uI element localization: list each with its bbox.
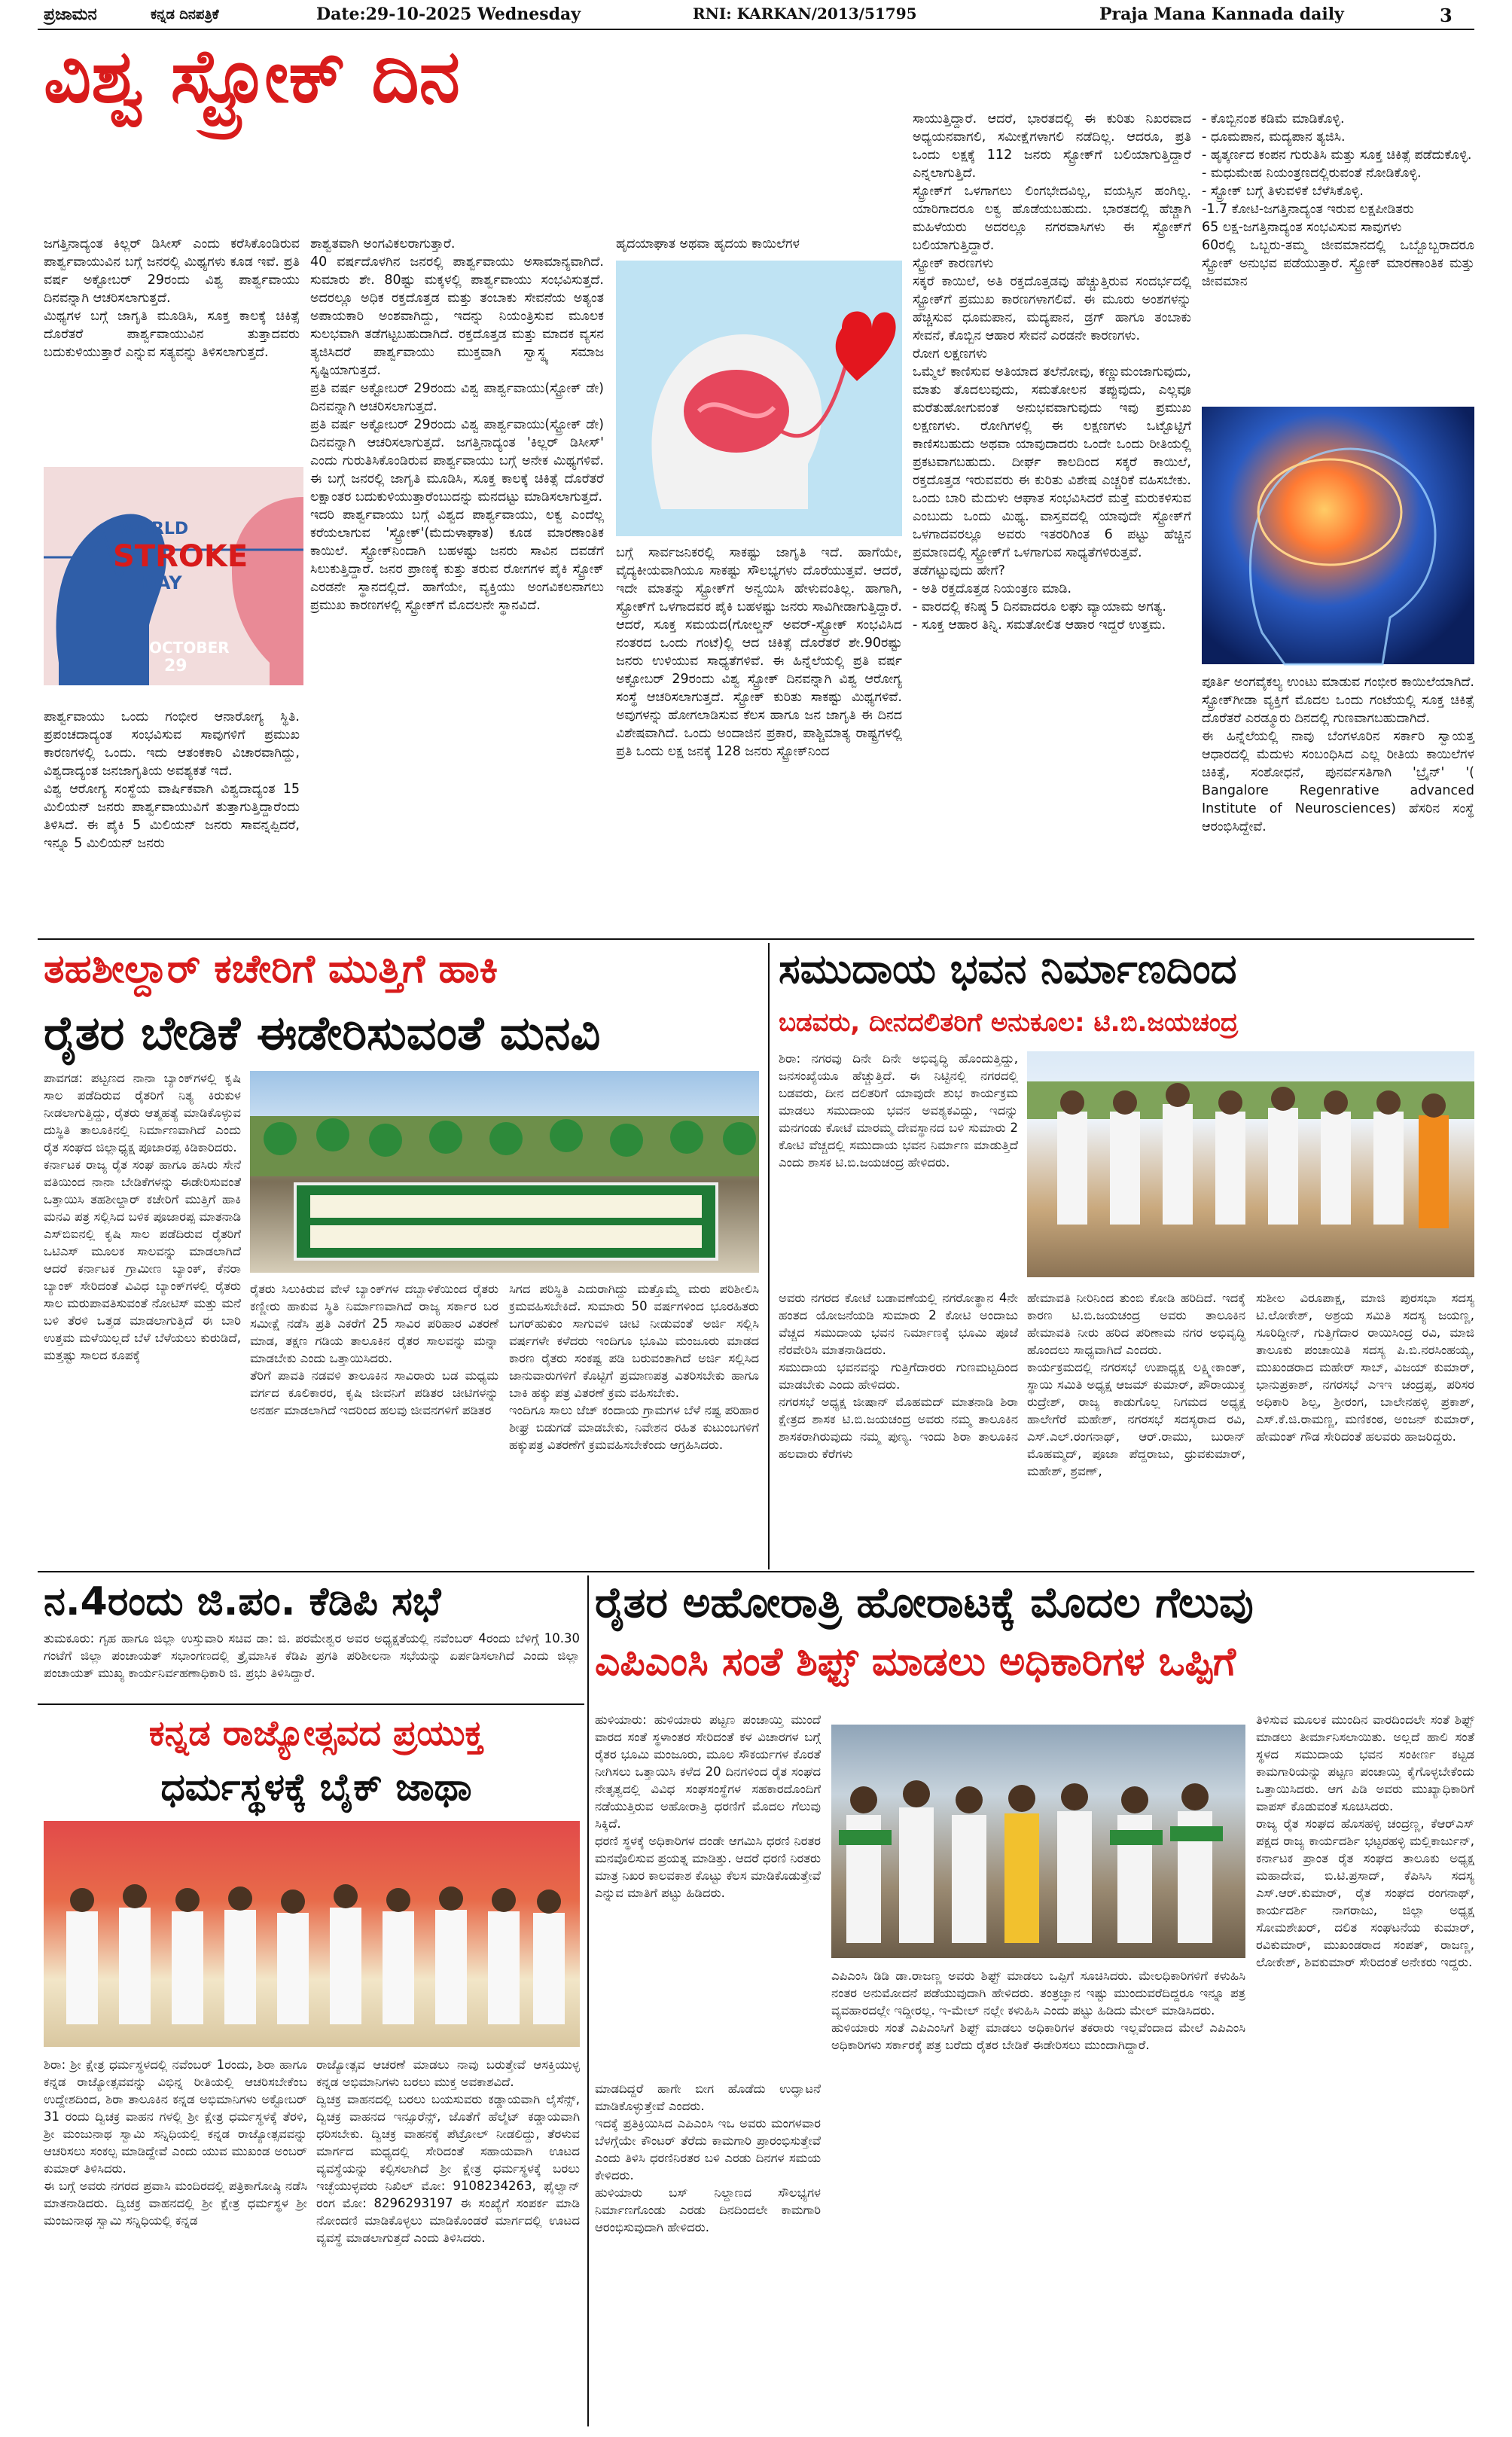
- tahsildar-headline-2: ರೈತರ ಬೇಡಿಕೆ ಈಡೇರಿಸುವಂತೆ ಮನವಿ: [44, 1005, 601, 1060]
- stroke-col2: ಶಾಶ್ವತವಾಗಿ ಅಂಗವಿಕಲರಾಗುತ್ತಾರೆ. 40 ವರ್ಷದೊಳಗಿನ ಜನರಲ್ಲಿ ಪಾರ್ಶ್ವವಾಯು ಅಸಾಮಾನ್ಯವಾಗಿದೆ. ಸುಮಾರು ಶೇ. 80ಷ್ಟು ಮಕ್ಕಳಲ್ಲಿ ಪಾರ್ಶ್ವವಾಯು ಸಂಭವಿಸುತ್ತದೆ. ಅದರಲ್ಲೂ ಅಧಿಕ ರಕ್ತದೊತ್ತಡ ಮತ್ತು ತಂಬಾಕು ಸೇವನೆಯ ಅತ್ಯಂತ ಅಪಾಯಕಾರಿ ಅಂಶವಾಗಿದ್ದು, ಇದನ್ನು ನಿಯಂತ್ರಿಸುವ ಮೂಲಕ ಸುಲಭವಾಗಿ ತಡೆಗಟ್ಟಬಹುದಾಗಿದೆ. ರಕ್ತದೊತ್ತಡ ಮತ್ತು ಮಾದಕ ವ್ಯಸನ ತ್ಯಜಿಸಿದರೆ ಪಾರ್ಶ್ವವಾಯು ಮುಕ್ತವಾಗಿ ಸ್ವಾಸ್ಥ್ಯ ಸಮಾಜ ಸೃಷ್ಟಿಯಾಗುತ್ತದೆ. ಪ್ರತಿ ವರ್ಷ ಅಕ್ಟೋಬರ್ 29ರಂದು ವಿಶ್ವ ಪಾರ್ಶ್ವವಾಯು(ಸ್ಟ್ರೋಕ್ ಡೇ) ದಿನವನ್ನಾಗಿ ಆಚರಿಸಲಾಗುತ್ತದೆ. ಪ್ರತಿ ವರ್ಷ ಅಕ್ಟೋಬರ್ 29ರಂದು ವಿಶ್ವ ಪಾರ್ಶ್ವವಾಯು(ಸ್ಟ್ರೋಕ್ ಡೇ) ದಿನವನ್ನಾಗಿ ಆಚರಿಸಲಾಗುತ್ತದೆ. ಜಗತ್ತಿನಾದ್ಯಂತ 'ಕಿಲ್ಲರ್ ಡಿಸೀಸ್' ಎಂದು ಗುರುತಿಸಿಕೊಂಡಿರುವ ಪಾರ್ಶ್ವವಾಯು ಬಗ್ಗೆ ಅನೇಕ ಮಿಥ್ಯಗಳಿವೆ. ಈ ಬಗ್ಗೆ ಜನರಲ್ಲಿ ಜಾಗೃತಿ ಮೂಡಿಸಿ, ಸೂಕ್ತ ಕಾಲಕ್ಕೆ ಚಿಕಿತ್ಸೆ ದೊರೆತರೆ ಲಕ್ಷಾಂತರ ಬದುಕುಳಿಯುತ್ತಾರೆಂಬುದನ್ನು ಮನದಟ್ಟು ಮಾಡಿಸಲಾಗುತ್ತದೆ. ಇದರಿ ಪಾರ್ಶ್ವವಾಯು ಬಗ್ಗೆ ವಿಶ್ವದ ಪಾರ್ಶ್ವವಾಯು, ಲಕ್ವ ಎಂದೆಲ್ಲ ಕರೆಯಲಾಗುವ 'ಸ್ಟ್ರೋಕ್'(ಮೆದುಳಾಘಾತ) ಕೂಡ ಮಾರಣಾಂತಿಕ ಕಾಯಿಲೆ. ಸ್ಟ್ರೋಕ್‌ನಿಂದಾಗಿ ಬಹಳಷ್ಟು ಜನರು ಸಾವಿನ ದವಡೆಗೆ ಸಿಲುಕುತ್ತಿದ್ದಾರೆ. ಜನರ ಪ್ರಾಣಕ್ಕೆ ಕುತ್ತು ತರುವ ರೋಗಗಳ ಪೈಕಿ ಸ್ಟ್ರೋಕ್ ಎರಡನೇ ಸ್ಥಾನದಲ್ಲಿದೆ. ಹಾಗೆಯೇ, ವ್ಯಕ್ತಿಯು ಅಂಗವಿಕಲನಾಗಲು ಪ್ರಮುಖ ಕಾರಣಗಳಲ್ಲಿ ಸ್ಟ್ರೋಕ್‌ಗೆ ಮೊದಲನೇ ಸ್ಥಾನವಿದೆ.: [310, 236, 604, 613]
- brain-scan-image: [1202, 407, 1474, 664]
- protest-scene: [250, 1071, 759, 1273]
- horata-col1: ಹುಳಿಯಾರು: ಹುಳಿಯಾರು ಪಟ್ಟಣ ಪಂಚಾಯ್ತಿ ಮುಂದೆ ವಾರದ ಸಂತೆ ಸ್ಥಳಾಂತರ ಸೇರಿದಂತೆ ಕಳ ವಿಚಾರಗಳ ಬಗ್ಗೆ ರೈತರ ಭೂಮಿ ಮಂಜೂರು, ಮೂಲ ಸೌಕರ್ಯಗಳ ಕೊರತೆ ನೀಗಿಸಲು ಒತ್ತಾಯಿಸಿ ಕಳೆದ 20 ದಿನಗಳಿಂದ ರೈತ ಸಂಘದ ನೇತೃತ್ವದಲ್ಲಿ ವಿವಿಧ ಸಂಘಸಂಸ್ಥೆಗಳ ಸಹಕಾರದೊಂದಿಗೆ ನಡೆಯುತ್ತಿರುವ ಅಹೋರಾತ್ರಿ ಧರಣಿಗೆ ಮೊದಲ ಗೆಲುವು ಸಿಕ್ಕಿದೆ. ಧರಣಿ ಸ್ಥಳಕ್ಕೆ ಅಧಿಕಾರಿಗಳ ದಂಡೇ ಆಗಮಿಸಿ ಧರಣಿ ನಿರತರ ಮನವೊಲಿಸುವ ಪ್ರಯತ್ನ ಮಾಡಿತ್ತು. ಆದರೆ ಧರಣಿ ನಿರತರು ಮಾತ್ರ ನಿಖರ ಕಾಲವಕಾಶ ಕೊಟ್ಟು ಕೆಲಸ ಮಾಡಿಕೊಡುತ್ತೇವೆ ಎನ್ನುವ ಮಾತಿಗೆ ಪಟ್ಟು ಹಿಡಿದರು.: [595, 1713, 821, 1900]
- page-number: 3: [1440, 5, 1453, 26]
- heart-brain-image: [616, 261, 902, 536]
- bhavana-col3: ಸುಶೀಲ ವಿರೂಪಾಕ್ಷ, ಮಾಜಿ ಪುರಸಭಾ ಸದಸ್ಯ ಟಿ.ಲೋಕೇಶ್, ಅಶ್ರಯ ಸಮಿತಿ ಸದಸ್ಯ ಜಯಣ್ಣ, ಸೂರಿದ್ದೀನ್, ಗುತ್ತಿಗೆದಾರ ರಾಯಿಸಿಂದ್ರ ರವಿ, ಮಾಜಿ ತಾಲೂಕು ಪಂಚಾಯಿತಿ ಸದಸ್ಯ ಪಿ.ಬಿ.ನರಸಿಂಹಯ್ಯ, ಮುಖಂಡರಾದ ಮಹೇರ್ ಸಾಬ್, ವಿಜಯ್ ಕುಮಾರ್, ಭಾನುಪ್ರಕಾಶ್, ನಗರಸಭೆ ಎಇಇ ಚಂದ್ರಪ್ಪ, ಪರಿಸರ ಅಧಿಕಾರಿ ಶಿಲ್ಪ, ಶ್ರೀರಂಗ, ಬಾಲೇನಹಳ್ಳಿ ಪ್ರಕಾಶ್, ಎಸ್.ಕೆ.ಜಿ.ರಾಮಣ್ಣ, ಮಣಿಕಂಠ, ಅಂಜನ್ ಕುಮಾರ್, ಹೇಮಂತ್ ಗೌಡ ಸೇರಿದಂತೆ ಹಲವರು ಹಾಜರಿದ್ದರು.: [1256, 1291, 1479, 1444]
- image-title-world: WORLD: [119, 520, 189, 538]
- stroke-headline: ವಿಶ್ವ ಸ್ಟ್ರೋಕ್ ದಿನ: [44, 34, 461, 120]
- tahsildar-col2: ರೈತರು ಸಿಲುಕಿರುವ ವೇಳೆ ಬ್ಯಾಂಕ್‌ಗಳ ದಬ್ಬಾಳಿಕೆಯಿಂದ ರೈತರು ಕಣ್ಣೀರು ಹಾಕುವ ಸ್ಥಿತಿ ನಿರ್ಮಾಣವಾಗಿದೆ ರಾಜ್ಯ ಸರ್ಕಾರ ಬರ ಸಮೀಕ್ಷೆ ನಡೆಸಿ ಪ್ರತಿ ಎಕರೆಗೆ 25 ಸಾವಿರ ಪರಿಹಾರ ವಿತರಣೆ ಮಾಡ, ತಕ್ಷಣ ಗಡಿಯ ತಾಲೂಕಿನ ರೈತರ ಸಾಲವನ್ನು ಮನ್ನಾ ಮಾಡಬೇಕು ಎಂದು ಒತ್ತಾಯಿಸಿದರು. ತೆರಿಗೆ ಪಾವತಿ ನಡವಳಿ ತಾಲೂಕಿನ ಸಾವಿರಾರು ಬಡ ಮಧ್ಯಮ ವರ್ಗದ ಕೂಲಿಕಾರರ, ಕೃಷಿ ಜೀವನಿಗೆ ಪಡಿತರ ಚೀಟಿಗಳನ್ನು ಅನರ್ಹ ಮಾಡಲಾಗಿದೆ ಇದರಿಂದ ಹಲವು ಜೀವನಗಳಿಗೆ ಪಡಿತರ: [250, 1282, 498, 1417]
- rni-number: RNI: KARKAN/2013/51795: [693, 5, 917, 23]
- image-date-day: 29: [164, 657, 187, 676]
- rajyotsava-headline-2: ಧರ್ಮಸ್ಥಳಕ್ಕೆ ಬೈಕ್ ಜಾಥಾ: [160, 1765, 472, 1809]
- tahsildar-col3: ಸಿಗದ ಪರಿಸ್ಥಿತಿ ಎದುರಾಗಿದ್ದು ಮತ್ತೊಮ್ಮೆ ಮರು ಪರಿಶೀಲಿಸಿ ಕ್ರಮವಹಿಸಬೇಕಿದೆ. ಸುಮಾರು 50 ವರ್ಷಗಳಿಂದ ಭೂರಹಿತರು ಬಗರ್‌ಹುಕುಂ ಸಾಗುವಳಿ ಚೀಟಿ ನೀಡುವಂತೆ ಅರ್ಜಿ ಸಲ್ಲಿಸಿ ವರ್ಷಗಳೇ ಕಳೆದರು ಇಂದಿಗೂ ಭೂಮಿ ಮಂಜೂರು ಮಾಡದ ಕಾರಣ ರೈತರು ಸಂಕಷ್ಟ ಪಡಿ ಬರುವಂತಾಗಿದೆ ಅರ್ಜಿ ಸಲ್ಲಿಸಿದ ಜಾನುವಾರುಗಳಿಗೆ ಕೊಟ್ಟಿಗೆ ಪ್ರಮಾಣಪತ್ರ ವಿತರಿಸಬೇಕು ಹಾಗೂ ಬಾಕಿ ಹಕ್ಕು ಪತ್ರ ವಿತರಣೆ ಕ್ರಮ ವಹಿಸಬೇಕು. ಇಂದಿಗೂ ಸಾಲು ಜೆಚ್ ಕಂದಾಯ ಗ್ರಾಮಗಳ ಬೆಳೆ ನಷ್ಟ ಪರಿಹಾರ ಶೀಘ್ರ ಬಿಡುಗಡೆ ಮಾಡಬೇಕು, ನಿವೇಶನ ರಹಿತ ಕುಟುಂಬಗಳಿಗೆ ಹಕ್ಕುಪತ್ರ ವಿತರಣೆಗೆ ಕ್ರಮವಹಿಸಬೇಕೆಂದು ಆಗ್ರಹಿಸಿದರು.: [509, 1282, 759, 1452]
- horata-headline-2: ಎಪಿಎಂಸಿ ಸಂತೆ ಶಿಫ್ಟ್ ಮಾಡಲು ಅಧಿಕಾರಿಗಳ ಒಪ್ಪಿಗೆ: [595, 1639, 1236, 1685]
- ceremony-scene: [1027, 1051, 1474, 1277]
- image-date-month: OCTOBER: [149, 639, 230, 657]
- column-divider-lower: [587, 1575, 589, 2426]
- stroke-col3-caption: ಹೃದಯಾಘಾತ ಅಥವಾ ಹೃದಯ ಕಾಯಿಲೆಗಳ: [616, 236, 800, 252]
- horata-headline-1: ರೈತರ ಅಹೋರಾತ್ರಿ ಹೋರಾಟಕ್ಕೆ ಮೊದಲ ಗೆಲುವು: [595, 1578, 1254, 1627]
- stroke-col4: ಸಾಯುತ್ತಿದ್ದಾರೆ. ಆದರೆ, ಭಾರತದಲ್ಲಿ ಈ ಕುರಿತು ನಿಖರವಾದ ಅಧ್ಯಯನವಾಗಲಿ, ಸಮೀಕ್ಷೆಗಳಾಗಲಿ ನಡೆದಿಲ್ಲ. ಆದರೂ, ಪ್ರತಿ ಒಂದು ಲಕ್ಷಕ್ಕೆ 112 ಜನರು ಸ್ಟ್ರೋಕ್‌ಗೆ ಬಲಿಯಾಗುತ್ತಿದ್ದಾರೆ ಎನ್ನಲಾಗುತ್ತಿದೆ. ಸ್ಟ್ರೋಕ್‌ಗೆ ಒಳಗಾಗಲು ಲಿಂಗಭೇದವಿಲ್ಲ, ವಯಸ್ಸಿನ ಹಂಗಿಲ್ಲ. ಯಾರಿಗಾದರೂ ಲಕ್ವ ಹೊಡೆಯಬಹುದು. ಭಾರತದಲ್ಲಿ ಹೆಚ್ಚಾಗಿ ಮಹಿಳೆಯರು ಅದರಲ್ಲೂ ನಗರವಾಸಿಗಳು ಈ ಸ್ಟ್ರೋಕ್‌ಗೆ ಬಲಿಯಾಗುತ್ತಿದ್ದಾರೆ. ಸ್ಟ್ರೋಕ್ ಕಾರಣಗಳು ಸಕ್ಕರೆ ಕಾಯಿಲೆ, ಅತಿ ರಕ್ತದೊತ್ತಡವು ಹೆಚ್ಚುತ್ತಿರುವ ಸಂದರ್ಭದಲ್ಲಿ ಸ್ಟ್ರೋಕ್‌ಗೆ ಪ್ರಮುಖ ಕಾರಣಗಳಾಗಲಿವೆ. ಈ ಮೂರು ಅಂಶಗಳನ್ನು ಹೆಚ್ಚಿಸುವ ಧೂಮಪಾನ, ಮದ್ಯಪಾನ, ಡ್ರಗ್ ಹಾಗೂ ತಂಬಾಕು ಸೇವನೆ, ಕೊಬ್ಬಿನ ಆಹಾರ ಸೇವನೆ ಎರಡನೇ ಕಾರಣಗಳು. ರೋಗ ಲಕ್ಷಣಗಳು ಒಮ್ಮೆಲೆ ಕಾಣಿಸುವ ಅತಿಯಾದ ತಲೆನೋವು, ಕಣ್ಣುಮಂಜಾಗುವುದು, ಮಾತು ತೊದಲುವುದು, ಸಮತೋಲನ ತಪ್ಪುವುದು, ಎಲ್ಲವೂ ಮರೆತುಹೋಗುವಂತೆ ಅನುಭವವಾಗುವುದು ಇವು ಪ್ರಮುಖ ಲಕ್ಷಣಗಳು. ರೋಗಿಗಳಲ್ಲಿ ಈ ಲಕ್ಷಣಗಳು ಒಟ್ಟೊಟ್ಟಿಗೆ ಕಾಣಿಸಬಹುದು ಅಥವಾ ಯಾವುದಾದರು ಒಂದೇ ಒಂದು ರೀತಿಯಲ್ಲಿ ಪ್ರಕಟವಾಗಬಹುದು. ದೀರ್ಘ ಕಾಲದಿಂದ ಸಕ್ಕರೆ ಕಾಯಿಲೆ, ರಕ್ತದೊತ್ತಡ ಇರುವವರು ಈ ಕುರಿತು ವಿಶೇಷ ಎಚ್ಚರಿಕೆ ವಹಿಸಬೇಕು. ಒಂದು ಬಾರಿ ಮೆದುಳು ಆಘಾತ ಸಂಭವಿಸಿದರೆ ಮತ್ತೆ ಮರುಕಳಿಸುವ ಎಂಬುದು ಒಂದು ಮಿಥ್ಯ. ವಾಸ್ತವದಲ್ಲಿ ಯಾವುದೇ ಸ್ಟ್ರೋಕ್‌ಗೆ ಒಳಗಾದವರಲ್ಲೂ ಅವರು ಇತರರಿಗಿಂತ 6 ಪಟ್ಟು ಹೆಚ್ಚಿನ ಪ್ರಮಾಣದಲ್ಲಿ ಸ್ಟ್ರೋಕ್‌ಗೆ ಒಳಗಾಗುವ ಸಾಧ್ಯತೆಗಳಿರುತ್ತವೆ. ತಡೆಗಟ್ಟುವುದು ಹೇಗೆ? - ಅತಿ ರಕ್ತದೊತ್ತಡ ನಿಯಂತ್ರಣ ಮಾಡಿ. - ವಾರದಲ್ಲಿ ಕನಿಷ್ಠ 5 ದಿನವಾದರೂ ಲಘು ವ್ಯಾಯಾಮ ಅಗತ್ಯ. - ಸೂಕ್ತ ಆಹಾರ ತಿನ್ನಿ. ಸಮತೋಲಿತ ಆಹಾರ ಇದ್ದರೆ ಉತ್ತಮ.: [913, 111, 1191, 633]
- bhavana-headline-1: ಸಮುದಾಯ ಭವನ ನಿರ್ಮಾಣದಿಂದ: [779, 945, 1237, 993]
- image-title-stroke: STROKE: [113, 539, 248, 574]
- paper-name: Praja Mana Kannada daily: [1099, 5, 1344, 24]
- stroke-col1-bottom: ಪಾರ್ಶ್ವವಾಯು ಒಂದು ಗಂಭೀರ ಆನಾರೋಗ್ಯ ಸ್ಥಿತಿ. ಪ್ರಪಂಚದಾದ್ಯಂತ ಸಂಭವಿಸುವ ಸಾವುಗಳಿಗೆ ಪ್ರಮುಖ ಕಾರಣಗಳಲ್ಲಿ ಒಂದು. ಇದು ಆತಂಕಕಾರಿ ವಿಚಾರವಾಗಿದ್ದು, ವಿಶ್ವದಾದ್ಯಂತ ಜನಜಾಗೃತಿಯ ಅವಶ್ಯಕತೆ ಇದೆ. ವಿಶ್ವ ಆರೋಗ್ಯ ಸಂಸ್ಥೆಯ ವಾರ್ಷಿಕವಾಗಿ ವಿಶ್ವದಾದ್ಯಂತ 15 ಮಿಲಿಯನ್ ಜನರು ಪಾರ್ಶ್ವವಾಯುವಿಗೆ ತುತ್ತಾಗುತ್ತಿದ್ದಾರೆಂದು ತಿಳಿಸಿದೆ. ಈ ಪೈಕಿ 5 ಮಿಲಿಯನ್ ಜನರು ಸಾವನ್ನಪ್ಪಿದರೆ, ಇನ್ನೂ 5 ಮಿಲಿಯನ್ ಜನರು: [44, 709, 300, 851]
- press-meet-photo: [44, 1821, 580, 2047]
- tahsildar-headline-1: ತಹಶೀಲ್ದಾರ್ ಕಚೇರಿಗೆ ಮುತ್ತಿಗೆ ಹಾಕಿ: [44, 947, 498, 992]
- rajyotsava-col2: ರಾಜ್ಯೋತ್ಸವ ಆಚರಣೆ ಮಾಡಲು ನಾವು ಬರುತ್ತೇವೆ ಆಸಕ್ತಿಯುಳ್ಳ ಕನ್ನಡ ಅಭಿಮಾನಿಗಳು ಬರಲು ಮುಕ್ತ ಅವಕಾಶವಿದೆ. ದ್ವಿಚಕ್ರ ವಾಹನದಲ್ಲಿ ಬರಲು ಬಯಸುವರು ಕಡ್ಡಾಯವಾಗಿ ಲೈಸೆನ್ಸ್, ದ್ವಿಚಕ್ರ ವಾಹನದ ಇನ್ಸೂರೆನ್ಸ್, ಜೊತೆಗೆ ಹೆಲ್ಮೆಟ್ ಕಡ್ಡಾಯವಾಗಿ ಧರಿಸಬೇಕು. ದ್ವಿಚಕ್ರ ವಾಹನಕ್ಕೆ ಪೆಟ್ರೋಲ್ ನೀಡಲಿದ್ದು, ತೆರಳುವ ಮಾರ್ಗದ ಮಧ್ಯದಲ್ಲಿ ಸೇರಿದಂತೆ ಸಹಾಯವಾಗಿ ಊಟದ ವ್ಯವಸ್ಥೆಯನ್ನು ಕಲ್ಪಿಸಲಾಗಿದೆ ಶ್ರೀ ಕ್ಷೇತ್ರ ಧರ್ಮಸ್ಥಳಕ್ಕೆ ಬರಲು ಇಚ್ಛೆಯುಳ್ಳವರು ನಿಖಿಲ್ ಮೋ: 9108234263, ಫೈಲ್ವಾನ್ ರಂಗ ಮೋ: 8296293197 ಈ ಸಂಖ್ಯೆಗೆ ಸಂಪರ್ಕ ಮಾಡಿ ನೋಂದಣಿ ಮಾಡಿಕೊಳ್ಳಲು ಮಾಡಿಕೊಂಡರೆ ಮಾರ್ಗದಲ್ಲಿ ಊಟದ ವ್ಯವಸ್ಥೆ ಮಾಡಲಾಗುತ್ತದೆ ಎಂದು ತಿಳಿಸಿದರು.: [316, 2057, 580, 2245]
- tahsildar-col1: ಪಾವಗಡ: ಪಟ್ಟಣದ ನಾನಾ ಬ್ಯಾಂಕ್‌ಗಳಲ್ಲಿ ಕೃಷಿ ಸಾಲ ಪಡೆದಿರುವ ರೈತರಿಗೆ ನಿತ್ಯ ಕಿರುಕುಳ ನೀಡಲಾಗುತ್ತಿದ್ದು, ರೈತರು ಆತ್ಮಹತ್ಯೆ ಮಾಡಿಕೊಳ್ಳುವ ದುಸ್ಥಿತಿ ತಾಲೂಕಿನಲ್ಲಿ ನಿರ್ಮಾಣವಾಗಿದೆ ಎಂದು ರೈತ ಸಂಘದ ಜಿಲ್ಲಾಧ್ಯಕ್ಷ ಪೂಜಾರಪ್ಪ ಕಿಡಿಕಾರಿದರು. ಕರ್ನಾಟಕ ರಾಜ್ಯ ರೈತ ಸಂಘ ಹಾಗೂ ಹಸಿರು ಸೇನೆ ವತಿಯಿಂದ ನಾನಾ ಬೇಡಿಕೆಗಳನ್ನು ಈಡೇರಿಸುವಂತೆ ಒತ್ತಾಯಿಸಿ ತಹಶೀಲ್ದಾರ್ ಕಚೇರಿಗೆ ಮುತ್ತಿಗೆ ಹಾಕಿ ಮನವಿ ಪತ್ರ ಸಲ್ಲಿಸಿದ ಬಳಿಕ ಪೂಜಾರಪ್ಪ ಮಾತನಾಡಿ ಎಸ್‌ಬಿಐನಲ್ಲಿ ಕೃಷಿ ಸಾಲ ಪಡೆದಿರುವ ರೈತರಿಗೆ ಒಟಿಎಸ್ ಮೂಲಕ ಸಾಲವನ್ನು ಮಾಡಲಾಗಿದೆ ಆದರೆ ಕರ್ನಾಟಕ ಗ್ರಾಮೀಣ ಬ್ಯಾಂಕ್, ಕೆನರಾ ಬ್ಯಾಂಕ್ ಸೇರಿದಂತೆ ವಿವಿಧ ಬ್ಯಾಂಕ್‌ಗಳಲ್ಲಿ ರೈತರು ಸಾಲ ಮರುಪಾವತಿಸುವಂತೆ ನೋಟಿಸ್ ಮತ್ತು ಮನೆ ಬಳಿ ತೆರಳಿ ಒತ್ತಡ ಮಾಡಲಾಗುತ್ತಿದೆ ಈ ಬಾರಿ ಉತ್ತಮ ಮಳೆಯಿಲ್ಲದೆ ಬೆಳೆ ಬೆಳೆಯಲು ಕುರುಡಿದೆ, ಮತ್ತಷ್ಟು ಸಾಲದ ಕೂಪಕ್ಕೆ: [44, 1071, 242, 1362]
- bhavana-headline-2: ಬಡವರು, ದೀನದಲಿತರಿಗೆ ಅನುಕೂಲ: ಟಿ.ಬಿ.ಜಯಚಂದ್ರ: [779, 1008, 1239, 1038]
- bhavana-col2: ಹೇಮಾವತಿ ನೀರಿನಿಂದ ತುಂಬಿ ಕೋಡಿ ಹರಿದಿದೆ. ಇದಕ್ಕೆ ಕಾರಣ ಟಿ.ಬಿ.ಜಯಚಂದ್ರ ಅವರು ತಾಲೂಕಿನ ಹೇಮಾವತಿ ನೀರು ಹರಿದ ಪರಿಣಾಮ ನಗರ ಅಭಿವೃದ್ಧಿ ಹೊಂದಲು ಸಾಧ್ಯವಾಗಿದೆ ಎಂದರು. ಕಾರ್ಯಕ್ರಮದಲ್ಲಿ ನಗರಸಭೆ ಉಪಾಧ್ಯಕ್ಷ ಲಕ್ಷ್ಮೀಕಾಂತ್, ಸ್ಥಾಯಿ ಸಮಿತಿ ಅಧ್ಯಕ್ಷ ಆಜಮ್ ಕುಮಾರ್, ಪೌರಾಯುಕ್ತ ರುದ್ರೇಶ್, ರಾಜ್ಯ ಕಾಡುಗೊಲ್ಲ ನಿಗಮದ ಅಧ್ಯಕ್ಷ ಹಾಲೇಗೆರೆ ಮಹೇಶ್, ನಗರಸಭೆ ಸದಸ್ಯರಾದ ರವಿ, ಎಸ್.ಎಲ್.ರಂಗನಾಥ್, ಆರ್.ರಾಮು, ಬುರಾನ್ ಮೊಹಮ್ಮದ್, ಪೂಜಾ ಪೆದ್ದರಾಜು, ಧ್ರುವಕುಮಾರ್, ಮಹೇಶ್, ಶ್ರವಣ್,: [1027, 1291, 1245, 1478]
- brain-silhouette: [1202, 407, 1474, 664]
- horata-col1b: ಮಾಡದಿದ್ದರೆ ಹಾಗೇ ಬೀಗ ಹೊಡೆದು ಉದ್ಘಾಟನೆ ಮಾಡಿಕೊಳ್ಳುತ್ತೇವೆ ಎಂದರು. ಇದಕ್ಕೆ ಪ್ರತಿಕ್ರಿಯಿಸಿದ ಎಪಿಎಂಸಿ ಇಒ ಅವರು ಮಂಗಳವಾರ ಬೆಳಗ್ಗೆಯೇ ಕೌಂಟರ್ ತೆರೆದು ಕಾಮಗಾರಿ ಪ್ರಾರಂಭಿಸುತ್ತೇವೆ ಎಂದು ತಿಳಿಸಿ ಧರಣಿನಿರತರ ಬಳಿ ಎರಡು ದಿನಗಳ ಸಮಯ ಕೇಳಿದರು. ಹುಳಿಯಾರು ಬಸ್ ನಿಲ್ದಾಣದ ಸೌಲಭ್ಯಗಳ ನಿರ್ಮಾಣಗೊಂಡು ಎರಡು ದಿನದಿಂದಲೇ ಕಾಮಗಾರಿ ಆರಂಭಿಸುವುದಾಗಿ ಹೇಳಿದರು.: [595, 2082, 821, 2234]
- zp-headline: ನ.4ರಂದು ಜಿ.ಪಂ. ಕೆಡಿಪಿ ಸಭೆ: [44, 1579, 441, 1624]
- press-meet-scene: [44, 1821, 580, 2047]
- bhavana-col-lower: ಅವರು ನಗರದ ಕೋಟೆ ಬಡಾವಣೆಯಲ್ಲಿ ನಗರೋತ್ಥಾನ 4ನೇ ಹಂತದ ಯೋಜನೆಯಡಿ ಸುಮಾರು 2 ಕೋಟಿ ಅಂದಾಜು ವೆಚ್ಚದ ಸಮುದಾಯ ಭವನ ನಿರ್ಮಾಣಕ್ಕೆ ಭೂಮಿ ಪೂಜೆ ನೆರವೇರಿಸಿ ಮಾತನಾಡಿದರು. ಸಮುದಾಯ ಭವನವನ್ನು ಗುತ್ತಿಗೆದಾರರು ಗುಣಮಟ್ಟದಿಂದ ಮಾಡಬೇಕು ಎಂದು ಹೇಳಿದರು. ನಗರಸಭೆ ಅಧ್ಯಕ್ಷ ಜೀಷಾನ್ ಮೊಹಮದ್ ಮಾತನಾಡಿ ಶಿರಾ ಕ್ಷೇತ್ರದ ಶಾಸಕ ಟಿ.ಬಿ.ಜಯಚಂದ್ರ ಅವರು ನಮ್ಮ ತಾಲೂಕಿನ ಶಾಸಕರಾಗಿರುವುದು ನಮ್ಮ ಪುಣ್ಯ. ಇಂದು ಶಿರಾ ತಾಲೂಕಿನ ಹಲವಾರು ಕೆರೆಗಳು: [779, 1291, 1018, 1461]
- bhavana-col1: ಶಿರಾ: ನಗರವು ದಿನೇ ದಿನೇ ಅಭಿವೃದ್ಧಿ ಹೊಂದುತ್ತಿದ್ದು, ಜನಸಂಖ್ಯೆಯೂ ಹೆಚ್ಚುತ್ತಿದೆ. ಈ ನಿಟ್ಟಿನಲ್ಲಿ ನಗರದಲ್ಲಿ ಬಡವರು, ದೀನ ದಲಿತರಿಗೆ ಯಾವುದೇ ಶುಭ ಕಾರ್ಯಕ್ರಮ ಮಾಡಲು ಸಮುದಾಯ ಭವನ ಅವಶ್ಯಕವಿದ್ದು, ಇದನ್ನು ಮನಗಂಡು ಕೋಟೆ ಮಾರಮ್ಮ ದೇವಸ್ಥಾನದ ಬಳಿ ಸುಮಾರು 2 ಕೋಟಿ ವೆಚ್ಚದಲ್ಲಿ ಸಮುದಾಯ ಭವನ ನಿರ್ಮಾಣ ಮಾಡುತ್ತಿದೆ ಎಂದು ಶಾಸಕ ಟಿ.ಬಿ.ಜಯಚಂದ್ರ ಹೇಳಿದರು.: [779, 1051, 1023, 1170]
- stroke-col1-top: ಜಗತ್ತಿನಾದ್ಯಂತ ಕಿಲ್ಲರ್ ಡಿಸೀಸ್ ಎಂದು ಕರೆಸಿಕೊಂಡಿರುವ ಪಾರ್ಶ್ವವಾಯುವಿನ ಬಗ್ಗೆ ಜನರಲ್ಲಿ ಮಿಥ್ಯಗಳು ಕೂಡ ಇವೆ. ಪ್ರತಿ ವರ್ಷ ಅಕ್ಟೋಬರ್ 29ರಂದು ವಿಶ್ವ ಪಾರ್ಶ್ವವಾಯು ದಿನವನ್ನಾಗಿ ಆಚರಿಸಲಾಗುತ್ತದೆ. ಮಿಥ್ಯಗಳ ಬಗ್ಗೆ ಜಾಗೃತಿ ಮೂಡಿಸಿ, ಸೂಕ್ತ ಕಾಲಕ್ಕೆ ಚಿಕಿತ್ಸೆ ದೊರೆತರೆ ಪಾರ್ಶ್ವವಾಯುವಿನ ತುತ್ತಾದವರು ಬದುಕುಳಿಯುತ್ತಾರೆ ಎನ್ನುವ ಸತ್ಯವನ್ನು ತಿಳಿಸಲಾಗುತ್ತದೆ.: [44, 236, 300, 360]
- rajyotsava-headline-1: ಕನ್ನಡ ರಾಜ್ಯೋತ್ಸವದ ಪ್ರಯುಕ್ತ: [148, 1713, 484, 1753]
- horata-col3: ತಿಳಿಸುವ ಮೂಲಕ ಮುಂದಿನ ವಾರದಿಂದಲೇ ಸಂತೆ ಶಿಫ್ಟ್ ಮಾಡಲು ತೀರ್ಮಾನಿಸಲಾಯಿತು. ಅಲ್ಲದೆ ಹಾಲಿ ಸಂತೆ ಸ್ಥಳದ ಸಮುದಾಯ ಭವನ ಸಂಕೀರ್ಣ ಕಟ್ಟಡ ಕಾಮಗಾರಿಯನ್ನು ಪಟ್ಟಣ ಪಂಚಾಯ್ತಿ ಕೈಗೊಳ್ಳಬೇಕೆಂದು ಒತ್ತಾಯಿಸಿದರು. ಆಗ ಪಿಡಿ ಅವರು ಮುಖ್ಯಾಧಿಕಾರಿಗೆ ವಾಪಸ್ ಕೊಡುವಂತೆ ಸೂಚಿಸಿದರು. ರಾಜ್ಯ ರೈತ ಸಂಘದ ಹೊಸಹಳ್ಳಿ ಚಂದ್ರಣ್ಣ, ಕೆಆರ್‌ಎಸ್ ಪಕ್ಷದ ರಾಜ್ಯ ಕಾರ್ಯದರ್ಶಿ ಭಟ್ಟರಹಳ್ಳಿ ಮಲ್ಲಿಕಾರ್ಜುನ್, ಕರ್ನಾಟಕ ಪ್ರಾಂತ ರೈತ ಸಂಘದ ತಾಲೂಕು ಅಧ್ಯಕ್ಷ ಮಹಾದೇವ, ಬಿ.ಟಿ.ಪ್ರಸಾದ್, ಕೆಪಿಸಿಸಿ ಸದಸ್ಯ ಎಸ್.ಆರ್.ಕುಮಾರ್, ರೈತ ಸಂಘದ ರಂಗನಾಥ್, ಕಾರ್ಯದರ್ಶಿ ನಾಗರಾಜು, ಜಿಲ್ಲಾ ಅಧ್ಯಕ್ಷ ಸೋಮಶೇಖರ್, ದಲಿತ ಸಂಘಟನೆಯ ಕುಮಾರ್, ರವಿಕುಮಾರ್, ಮುಖಂಡರಾದ ಸಂಪತ್, ರಾಜಣ್ಣ, ಲೋಕೇಶ್, ಶಿವಕುಮಾರ್ ಸೇರಿದಂತೆ ಅನೇಕರು ಇದ್ದರು.: [1256, 1713, 1474, 1969]
- column-divider-mid: [768, 943, 770, 1569]
- zp-body: ತುಮಕೂರು: ಗೃಹ ಹಾಗೂ ಜಿಲ್ಲಾ ಉಸ್ತುವಾರಿ ಸಚಿವ ಡಾ: ಜಿ. ಪರಮೇಶ್ವರ ಅವರ ಅಧ್ಯಕ್ಷತೆಯಲ್ಲಿ ನವೆಂಬರ್ 4ರಂದು ಬೆಳಿಗ್ಗೆ 10.30 ಗಂಟೆಗೆ ಜಿಲ್ಲಾ ಪಂಚಾಯತ್ ಸಭಾಂಗಣದಲ್ಲಿ ತ್ರೈಮಾಸಿಕ ಕೆಡಿಪಿ ಪ್ರಗತಿ ಪರಿಶೀಲನಾ ಸಭೆಯನ್ನು ಏರ್ಪಡಿಸಲಾಗಿದೆ ಎಂದು ಜಿಲ್ಲಾ ಪಂಚಾಯತ್ ಮುಖ್ಯ ಕಾರ್ಯನಿರ್ವಹಣಾಧಿಕಾರಿ ಜಿ. ಪ್ರಭು ತಿಳಿಸಿದ್ದಾರೆ.: [44, 1631, 584, 1680]
- bhoomi-pooja-photo: [1027, 1051, 1474, 1277]
- farmers-protest-photo: [250, 1071, 759, 1273]
- dharani-scene: [831, 1725, 1245, 1958]
- section-rule-3: [38, 1703, 584, 1705]
- stroke-col5-bottom: ಪೂರ್ತಿ ಅಂಗವೈಕಲ್ಯ ಉಂಟು ಮಾಡುವ ಗಂಭೀರ ಕಾಯಿಲೆಯಾಗಿದೆ. ಸ್ಟ್ರೋಕ್‌ಗೀಡಾ ವ್ಯಕ್ತಿಗೆ ಮೊದಲ ಒಂದು ಗಂಟೆಯಲ್ಲಿ ಸೂಕ್ತ ಚಿಕಿತ್ಸೆ ದೊರೆತರೆ ಎರಡ್ಮೂರು ದಿನದಲ್ಲಿ ಗುಣವಾಗಬಹುದಾಗಿದೆ. ಈ ಹಿನ್ನೆಲೆಯಲ್ಲಿ ನಾವು ಬೆಂಗಳೂರಿನ ಸರ್ಕಾರಿ ಸ್ವಾಯತ್ತ ಆಧಾರದಲ್ಲಿ ಮೆದುಳು ಸಂಬಂಧಿಸಿದ ಎಲ್ಲ ರೀತಿಯ ಕಾಯಿಲೆಗಳ ಚಿಕಿತ್ಸೆ, ಸಂಶೋಧನೆ, ಪುನರ್ವಸತಿಗಾಗಿ 'ಬ್ರೈನ್' '( Bangalore Regenrative advanced Institute of Neurosciences) ಹೆಸರಿನ ಸಂಸ್ಥೆ ಆರಂಭಿಸಿದ್ದೇವೆ.: [1202, 675, 1474, 834]
- dharani-protest-photo: [831, 1725, 1245, 1958]
- newspaper-tagline: ಕನ್ನಡ ದಿನಪತ್ರಿಕೆ: [151, 7, 219, 23]
- newspaper-logo: ಪ್ರಜಾಮನ: [44, 5, 97, 24]
- section-rule-1: [38, 938, 1474, 940]
- horata-col2: ಎಪಿಎಂಸಿ ಡಿಡಿ ಡಾ.ರಾಜಣ್ಣ ಅವರು ಶಿಫ್ಟ್ ಮಾಡಲು ಒಪ್ಪಿಗೆ ಸೂಚಿಸಿದರು. ಮೇಲಧಿಕಾರಿಗಳಿಗೆ ಕಳುಹಿಸಿ ನಂತರ ಅನುಮೋದನೆ ಪಡೆಯುವುದಾಗಿ ಹೇಳಿದರು. ತಂತ್ರಜ್ಞಾನ ಇಷ್ಟು ಮುಂದುವರೆದಿದ್ದರೂ ಇನ್ನೂ ಪತ್ರ ವ್ಯವಹಾರದಲ್ಲೇ ಇದ್ದೀರಲ್ಲ. ಇ-ಮೇಲ್ ನಲ್ಲೇ ಕಳುಹಿಸಿ ಎಂದು ಪಟ್ಟು ಹಿಡಿದು ಮೇಲ್ ಮಾಡಿಸಿದರು. ಹುಳಿಯಾರು ಸಂತೆ ಎಪಿಎಂಸಿಗೆ ಶಿಫ್ಟ್ ಮಾಡಲು ಅಧಿಕಾರಿಗಳ ತಕರಾರು ಇಲ್ಲವೆಂದಾದ ಮೇಲೆ ಎಪಿಎಂಸಿ ಅಧಿಕಾರಿಗಳು ಸರ್ಕಾರಕ್ಕೆ ಪತ್ರ ಬರೆದು ರೈತರ ಬೇಡಿಕೆ ಈಡೇರಿಸಲು ಮುಂದಾಗಿದ್ದಾರೆ.: [831, 1969, 1245, 2052]
- issue-date: Date:29-10-2025 Wednesday: [316, 5, 581, 24]
- heart-brain-illustration: [616, 261, 902, 536]
- stroke-col3: ಬಗ್ಗೆ ಸಾರ್ವಜನಿಕರಲ್ಲಿ ಸಾಕಷ್ಟು ಜಾಗೃತಿ ಇದೆ. ಹಾಗೆಯೇ, ವೈದ್ಯಕೀಯವಾಗಿಯೂ ಸಾಕಷ್ಟು ಸೌಲಭ್ಯಗಳು ದೊರೆಯುತ್ತವೆ. ಆದರೆ, ಇದೇ ಮಾತನ್ನು ಸ್ಟ್ರೋಕ್‌ಗೆ ಅನ್ವಯಿಸಿ ಹೇಳುವಂತಿಲ್ಲ. ಹಾಗಾಗಿ, ಸ್ಟ್ರೋಕ್‌ಗೆ ಒಳಗಾದವರ ಪೈಕಿ ಬಹಳಷ್ಟು ಜನರು ಸಾವಿಗೀಡಾಗುತ್ತಿದ್ದಾರೆ. ಆದರೆ, ಸೂಕ್ತ ಸಮಯದ(ಗೋಲ್ಡನ್ ಅವರ್-ಸ್ಟ್ರೋಕ್ ಸಂಭವಿಸಿದ ನಂತರದ ಒಂದು ಗಂಟೆ)ಲ್ಲಿ ಆದ ಚಿಕಿತ್ಸೆ ದೊರೆತರೆ ಶೇ.90ರಷ್ಟು ಜನರು ಉಳಿಯುವ ಸಾಧ್ಯತೆಗಳಿವೆ. ಈ ಹಿನ್ನೆಲೆಯಲ್ಲಿ ಪ್ರತಿ ವರ್ಷ ಅಕ್ಟೋಬರ್ 29ರಂದು ವಿಶ್ವ ಸ್ಟ್ರೋಕ್ ದಿನವನ್ನಾಗಿ ವಿಶ್ವ ಆರೋಗ್ಯ ಸಂಸ್ಥೆ ಆಚರಿಸಲಾಗುತ್ತದೆ. ಸ್ಟ್ರೋಕ್ ಕುರಿತು ಸಾಕಷ್ಟು ಮಿಥ್ಯಗಳಿವೆ. ಅವುಗಳನ್ನು ಹೋಗಲಾಡಿಸುವ ಕೆಲಸ ಹಾಗೂ ಜನ ಜಾಗೃತಿ ಈ ದಿನದ ವಿಶೇಷವಾಗಿದೆ. ಒಂದು ಅಂದಾಜಿನ ಪ್ರಕಾರ, ಪಾಶ್ಚಿಮಾತ್ಯ ರಾಷ್ಟ್ರಗಳಲ್ಲಿ ಪ್ರತಿ ಒಂದು ಲಕ್ಷ ಜನಕ್ಕೆ 128 ಜನರು ಸ್ಟ್ರೋಕ್‌ನಿಂದ: [616, 545, 907, 759]
- stroke-col5-top: - ಕೊಬ್ಬಿನಂಶ ಕಡಿಮೆ ಮಾಡಿಕೊಳ್ಳಿ. - ಧೂಮಪಾನ, ಮದ್ಯಪಾನ ತ್ಯಜಿಸಿ. - ಹೃತ್ಕರ್ಣದ ಕಂಪನ ಗುರುತಿಸಿ ಮತ್ತು ಸೂಕ್ತ ಚಿಕಿತ್ಸೆ ಪಡೆದುಕೊಳ್ಳಿ. - ಮಧುಮೇಹ ನಿಯಂತ್ರಣದಲ್ಲಿರುವಂತೆ ನೋಡಿಕೊಳ್ಳಿ. - ಸ್ಟ್ರೋಕ್ ಬಗ್ಗೆ ತಿಳುವಳಿಕೆ ಬೆಳೆಸಿಕೊಳ್ಳಿ. -1.7 ಕೋಟಿ-ಜಗತ್ತಿನಾದ್ಯಂತ ಇರುವ ಲಕ್ಷಪೀಡಿತರು 65 ಲಕ್ಷ-ಜಗತ್ತಿನಾದ್ಯಂತ ಸಂಭವಿಸುವ ಸಾವುಗಳು 60ರಲ್ಲಿ ಒಬ್ಬರು-ತಮ್ಮ ಜೀವಮಾನದಲ್ಲಿ ಒಬ್ಬೊಬ್ಬರಾದರೂ ಸ್ಟ್ರೋಕ್ ಅನುಭವ ಪಡೆಯುತ್ತಾರೆ. ಸ್ಟ್ರೋಕ್ ಮಾರಣಾಂತಿಕ ಮತ್ತು ಜೀವಮಾನ: [1202, 111, 1474, 289]
- image-title-day: DAY: [142, 572, 182, 593]
- world-stroke-day-image: [44, 467, 303, 685]
- section-rule-2: [38, 1571, 1474, 1572]
- rajyotsava-col1: ಶಿರಾ: ಶ್ರೀ ಕ್ಷೇತ್ರ ಧರ್ಮಸ್ಥಳದಲ್ಲಿ ನವೆಂಬರ್ 1ರಂದು, ಶಿರಾ ಹಾಗೂ ಕನ್ನಡ ರಾಜ್ಯೋತ್ಸವವನ್ನು ವಿಭಿನ್ನ ರೀತಿಯಲ್ಲಿ ಆಚರಿಸಬೇಕೆಂಬ ಉದ್ದೇಶದಿಂದ, ಶಿರಾ ತಾಲೂಕಿನ ಕನ್ನಡ ಅಭಿಮಾನಿಗಳು ಅಕ್ಟೋಬರ್ 31 ರಂದು ದ್ವಿಚಕ್ರ ವಾಹನ ಗಳಲ್ಲಿ ಶ್ರೀ ಕ್ಷೇತ್ರ ಧರ್ಮಸ್ಥಳಕ್ಕೆ ತೆರಳಿ, ಶ್ರೀ ಮಂಜುನಾಥ ಸ್ವಾಮಿ ಸನ್ನಿಧಿಯಲ್ಲಿ ಕನ್ನಡ ರಾಜ್ಯೋತ್ಸವವನ್ನು ಆಚರಿಸಲು ಸಂಕಲ್ಪ ಮಾಡಿದ್ದೇವೆ ಎಂದು ಯುವ ಮುಖಂಡ ಅಂಬರ್ ಕುಮಾರ್ ತಿಳಿಸಿದರು. ಈ ಬಗ್ಗೆ ಅವರು ನಗರದ ಪ್ರವಾಸಿ ಮಂದಿರದಲ್ಲಿ ಪತ್ರಿಕಾಗೋಷ್ಠಿ ನಡೆಸಿ ಮಾತನಾಡಿದರು. ದ್ವಿಚಕ್ರ ವಾಹನದಲ್ಲಿ ಶ್ರೀ ಕ್ಷೇತ್ರ ಧರ್ಮಸ್ಥಳ ಶ್ರೀ ಮಂಜುನಾಥ ಸ್ವಾಮಿ ಸನ್ನಿಧಿಯಲ್ಲಿ ಕನ್ನಡ: [44, 2057, 307, 2228]
